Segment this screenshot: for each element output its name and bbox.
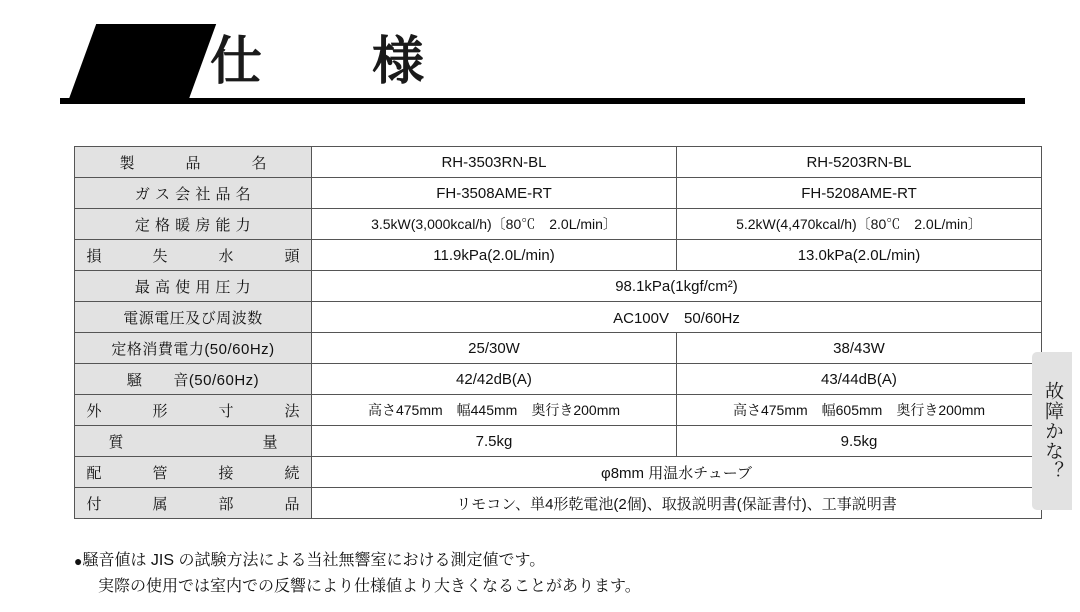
table-cell: 高さ475mm 幅605mm 奥行き200mm (677, 395, 1042, 426)
table-row (75, 364, 1042, 395)
footnotes (74, 548, 1014, 600)
table-cell: 42/42dB(A) (312, 364, 677, 395)
table-cell: FH-5208AME-RT (677, 178, 1042, 209)
table-row (75, 426, 1042, 457)
footnote-line-1-text: 騒音値は JIS の試験方法による当社無響室における測定値です。 (82, 552, 546, 570)
table-row (75, 271, 1042, 302)
table-row-header: 外 形 寸 法 (75, 395, 312, 426)
header-parallelogram-decoration (68, 24, 216, 102)
table-cell-merged: 98.1kPa(1kgf/cm²) (312, 271, 1042, 302)
table-row-header: 最 高 使 用 圧 力 (75, 271, 312, 302)
table-cell: RH-3503RN-BL (312, 147, 677, 178)
table-cell: 43/44dB(A) (677, 364, 1042, 395)
side-tab-troubleshooting[interactable] (1032, 352, 1072, 510)
table-cell: 7.5kg (312, 426, 677, 457)
table-row (75, 178, 1042, 209)
specification-table (74, 146, 1042, 519)
table-row (75, 395, 1042, 426)
page-header (60, 12, 1025, 108)
specification-table-container (74, 146, 1014, 519)
footnote-line-1 (74, 548, 1014, 574)
table-row (75, 302, 1042, 333)
table-row (75, 240, 1042, 271)
table-cell: 13.0kPa(2.0L/min) (677, 240, 1042, 271)
table-row-header: 付 属 部 品 (75, 488, 312, 519)
table-row-header: 配 管 接 続 (75, 457, 312, 488)
bullet-icon: ● (74, 553, 83, 569)
table-row-header: 騒 音(50/60Hz) (75, 364, 312, 395)
page-title: 仕 様 (210, 33, 427, 91)
table-row-header: 質 量 (75, 426, 312, 457)
table-row (75, 488, 1042, 519)
table-row-header: 定 格 暖 房 能 力 (75, 209, 312, 240)
table-cell-merged: リモコン、単4形乾電池(2個)、取扱説明書(保証書付)、工事説明書 (312, 488, 1042, 519)
table-cell-merged: φ8mm 用温水チューブ (312, 457, 1042, 488)
table-row-header: 製 品 名 (75, 147, 312, 178)
table-row (75, 333, 1042, 364)
header-underline-bar (60, 98, 1025, 104)
table-row-header: 損 失 水 頭 (75, 240, 312, 271)
table-row (75, 209, 1042, 240)
table-cell: 25/30W (312, 333, 677, 364)
table-cell: FH-3508AME-RT (312, 178, 677, 209)
side-tab-label: 故障かな？ (1042, 381, 1063, 481)
specification-table-body (75, 147, 1042, 519)
table-row-header: ガ ス 会 社 品 名 (75, 178, 312, 209)
table-row (75, 147, 1042, 178)
table-cell: 11.9kPa(2.0L/min) (312, 240, 677, 271)
table-cell: RH-5203RN-BL (677, 147, 1042, 178)
table-row-header: 定格消費電力(50/60Hz) (75, 333, 312, 364)
table-row (75, 457, 1042, 488)
footnote-line-2: 実際の使用では室内での反響により仕様値より大きくなることがあります。 (98, 578, 641, 596)
table-row-header: 電源電圧及び周波数 (75, 302, 312, 333)
table-cell: 38/43W (677, 333, 1042, 364)
table-cell: 9.5kg (677, 426, 1042, 457)
table-cell: 高さ475mm 幅445mm 奥行き200mm (312, 395, 677, 426)
table-cell: 5.2kW(4,470kcal/h)〔80℃ 2.0L/min〕 (677, 209, 1042, 240)
table-cell-merged: AC100V 50/60Hz (312, 302, 1042, 333)
table-cell: 3.5kW(3,000kcal/h)〔80℃ 2.0L/min〕 (312, 209, 677, 240)
